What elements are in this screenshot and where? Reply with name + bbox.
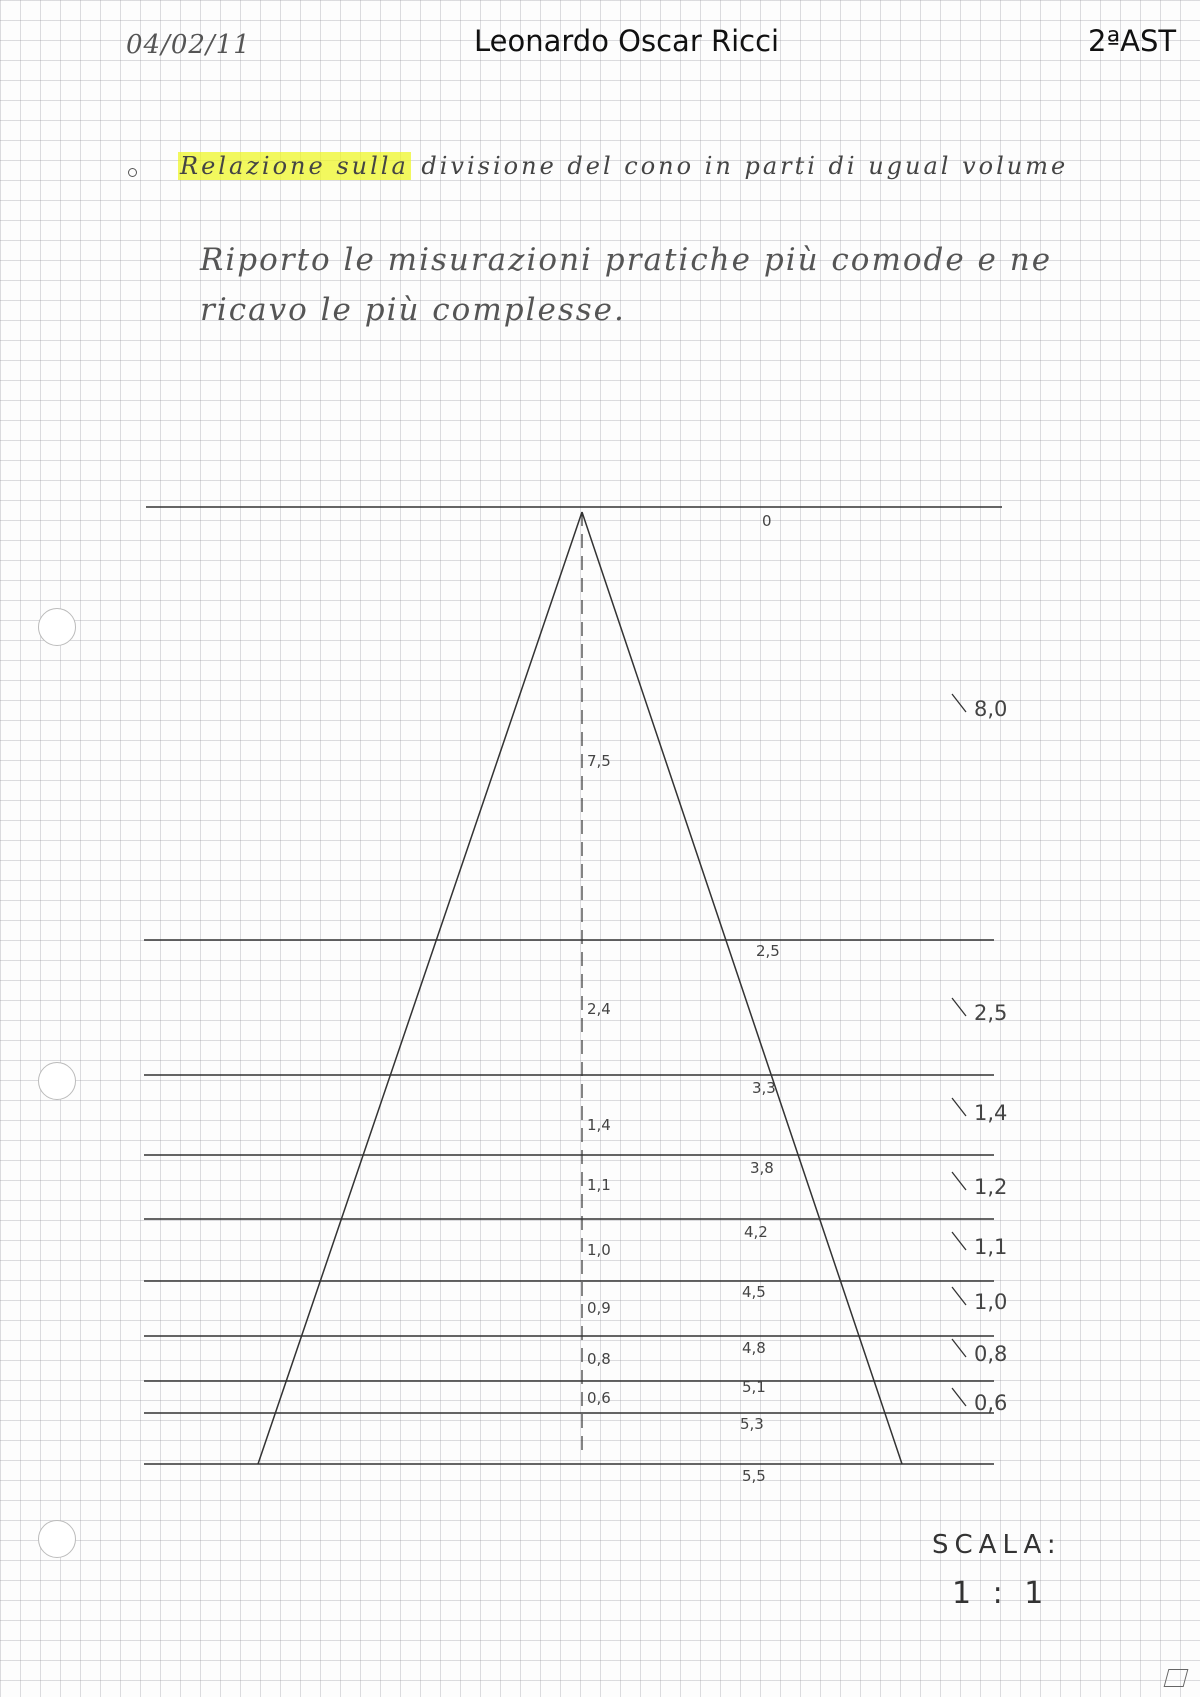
radius-label: 5,3 (740, 1415, 764, 1433)
cone-right-side (582, 512, 902, 1464)
title-highlighted: Relazione sulla (180, 152, 409, 180)
side-tick (952, 1172, 966, 1190)
side-tick (952, 1232, 966, 1250)
radius-label: 5,5 (742, 1467, 766, 1485)
side-tick (952, 1388, 966, 1406)
title-rest: divisione del cono in parti di ugual volume (421, 152, 1069, 180)
height-label: 0,9 (587, 1299, 611, 1317)
radius-label: 5,1 (742, 1378, 766, 1396)
side-tick (952, 694, 966, 712)
height-label: 1,0 (587, 1241, 611, 1259)
date: 04/02/11 (126, 30, 251, 60)
radius-label: 3,3 (752, 1079, 776, 1097)
side-label: 1,2 (974, 1175, 1008, 1199)
side-label: 0,8 (974, 1342, 1008, 1366)
side-tick (952, 1287, 966, 1305)
side-tick (952, 1098, 966, 1116)
radius-label: 4,8 (742, 1339, 766, 1357)
side-label: 1,1 (974, 1235, 1008, 1259)
scale-label: SCALA: (932, 1530, 1062, 1560)
radius-label: 4,2 (744, 1223, 768, 1241)
cone-left-side (258, 512, 582, 1464)
scale-value: 1 : 1 (952, 1576, 1050, 1611)
author-name: Leonardo Oscar Ricci (474, 24, 780, 58)
height-label: 1,1 (587, 1176, 611, 1194)
radius-label: 4,5 (742, 1283, 766, 1301)
side-label: 1,4 (974, 1101, 1008, 1125)
side-label: 1,0 (974, 1290, 1008, 1314)
intro-line-2: ricavo le più complesse. (200, 292, 626, 328)
height-label: 0,6 (587, 1389, 611, 1407)
side-tick (952, 998, 966, 1016)
height-label: 7,5 (587, 752, 611, 770)
side-tick (952, 1339, 966, 1357)
intro-line-1: Riporto le misurazioni pratiche più comode e ne (200, 242, 1053, 278)
side-label: 8,0 (974, 697, 1008, 721)
side-label: 0,6 (974, 1391, 1008, 1415)
height-label: 1,4 (587, 1116, 611, 1134)
class-label: 2ªAST (1088, 24, 1177, 58)
radius-label: 0 (762, 512, 772, 530)
radius-label: 2,5 (756, 942, 780, 960)
side-label: 2,5 (974, 1001, 1008, 1025)
height-label: 0,8 (587, 1350, 611, 1368)
radius-label: 3,8 (750, 1159, 774, 1177)
height-label: 2,4 (587, 1000, 611, 1018)
